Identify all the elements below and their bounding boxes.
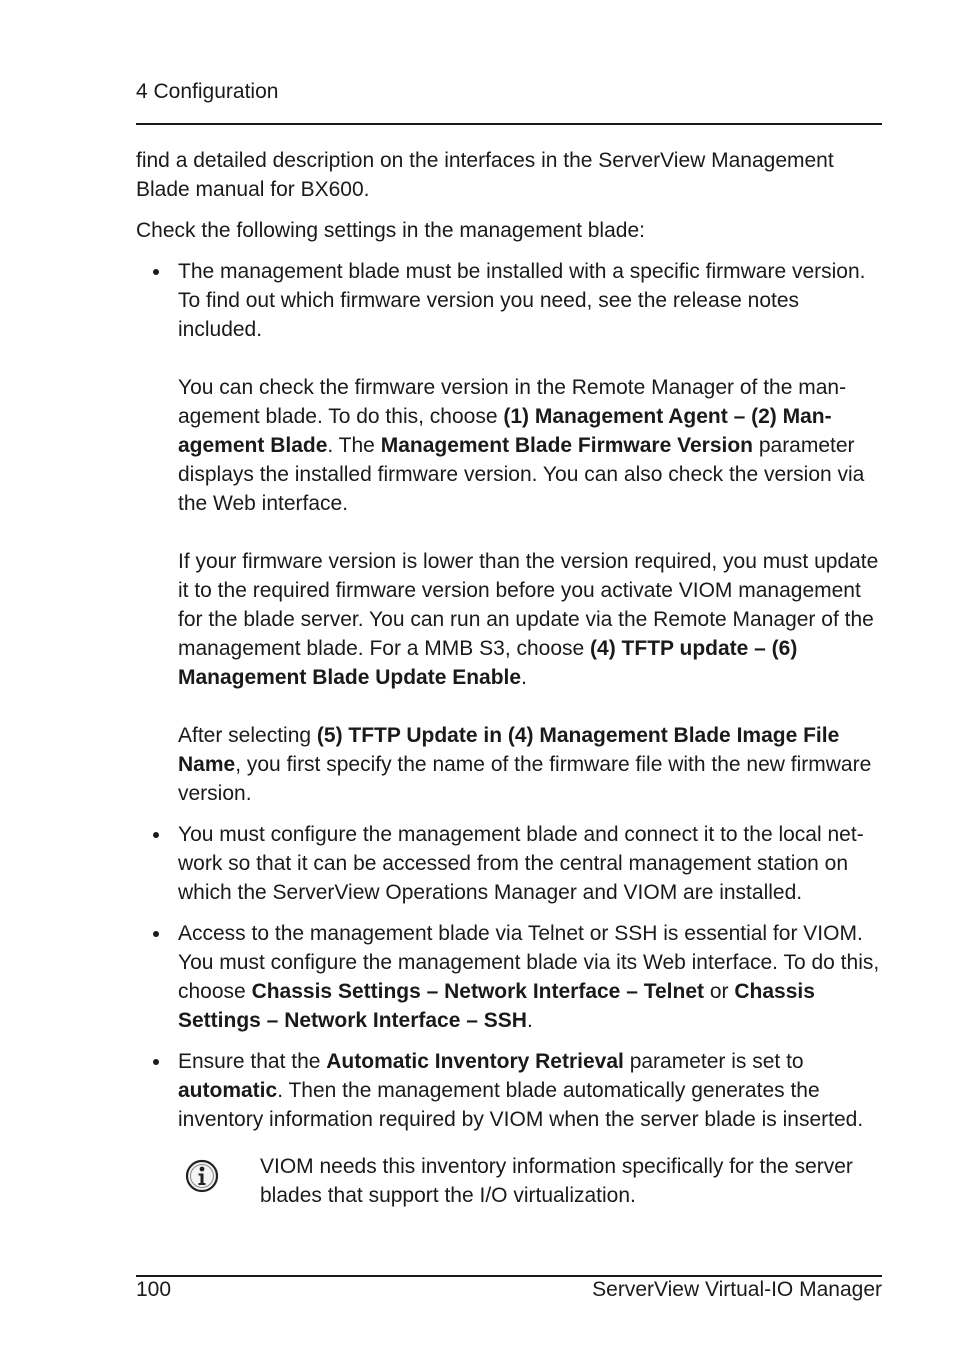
parameter-value: automatic — [178, 1079, 278, 1102]
text-run: If your firmware version is lower than the version required, you must update it to the required firmware version before you activate VIOM management for the blade server. You can run an update via the Remote Manager of the management blade. For a MMB S3, choose — [178, 550, 879, 660]
menu-path: (5) TFTP Update in (4) Management Blade Image File Name — [178, 724, 840, 776]
bullet-icon — [153, 931, 159, 937]
text-run: You can check the firmware version in the Remote Manager of the management blade. To do this, choose — [178, 376, 847, 428]
running-header: 4 Configuration — [136, 80, 279, 103]
intro-paragraph: find a detailed description on the interfaces in the ServerView Management Blade manual for BX600. — [136, 149, 834, 201]
bullet-paragraph — [178, 919, 888, 1035]
menu-path: Chassis Settings – Network Interface – SSH — [178, 980, 815, 1032]
list-item — [136, 820, 888, 907]
bullet-paragraph: The management blade must be installed with a specific firmware version. To find out which firmware version you need, see the release notes included. — [178, 260, 866, 341]
list-item — [136, 1047, 888, 1134]
text-run: parameter is set to — [623, 1050, 804, 1073]
list-item — [136, 257, 888, 808]
bullet-paragraph — [178, 373, 888, 518]
header-rule — [136, 123, 882, 125]
bullet-icon — [153, 832, 159, 838]
menu-path: Chassis Settings – Network Interface – Telnet — [251, 980, 704, 1003]
text-run: or — [704, 980, 735, 1003]
settings-list — [136, 257, 888, 1134]
bullet-paragraph — [178, 721, 888, 808]
menu-path: (1) Management Agent – (2) Management Blade — [178, 405, 832, 457]
bullet-paragraph — [178, 1047, 888, 1134]
text-run: After selecting — [178, 724, 317, 747]
note-text: VIOM needs this inventory information specifically for the server blades that support the I/O virtualization. — [260, 1155, 853, 1207]
page-body — [136, 146, 888, 1210]
parameter-name: Management Blade Firmware Version — [380, 434, 753, 457]
text-run: Access to the management blade via Telnet or SSH is essential for VIOM. You must configure the management blade via its Web interface. To do this, choose — [178, 922, 880, 1003]
text-run: . The — [327, 434, 381, 457]
bullet-paragraph — [178, 547, 888, 692]
intro-paragraph: Check the following settings in the management blade: — [136, 219, 645, 242]
list-item — [136, 919, 888, 1035]
text-run: , you first specify the name of the firmware file with the new firmware version. — [178, 753, 872, 805]
menu-path: (4) TFTP update – (6) Management Blade Update Enable — [178, 637, 798, 689]
info-icon — [184, 1158, 220, 1194]
text-run: Ensure that the — [178, 1050, 327, 1073]
text-run: . Then the management blade automatically generates the inventory information required by VIOM when the server blade is inserted. — [178, 1079, 864, 1131]
text-run: parameter displays the installed firmware version. You can also check the version via the Web interface. — [178, 434, 865, 515]
bullet-icon — [153, 269, 159, 275]
manual-title: ServerView Virtual-IO Manager — [592, 1278, 882, 1301]
text-run: . — [526, 1009, 533, 1032]
bullet-icon — [153, 1059, 159, 1065]
parameter-name: Automatic Inventory Retrieval — [326, 1050, 624, 1073]
info-note — [136, 1152, 888, 1210]
text-run: . — [521, 666, 527, 689]
page-number: 100 — [136, 1278, 172, 1301]
bullet-paragraph: You must configure the management blade and connect it to the local network so that it can be accessed from the central management station on which the ServerView Operations Manager and VIOM are installed. — [178, 823, 864, 904]
